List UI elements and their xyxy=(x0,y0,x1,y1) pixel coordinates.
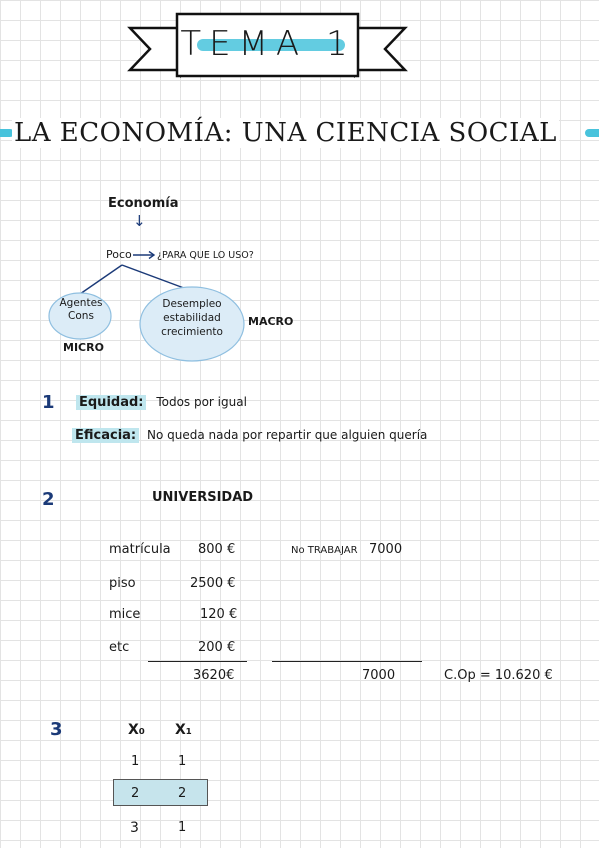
question-label: ¿PARA QUE LO USO? xyxy=(157,250,254,261)
macro-bubble-line: Desempleo xyxy=(162,298,222,310)
scarcity-label: Poco xyxy=(106,248,132,261)
sum-line-right xyxy=(272,661,422,662)
equidad-row xyxy=(76,395,247,410)
table-cell: 1 xyxy=(178,820,187,835)
table-cell: 2 xyxy=(178,786,187,801)
universidad-title: UNIVERSIDAD xyxy=(152,490,254,505)
macro-bubble-line: crecimiento xyxy=(161,326,223,338)
cost-value: 2500 € xyxy=(190,576,236,591)
banner-title: TEMA 1 xyxy=(180,24,356,64)
section-number-1: 1 xyxy=(42,392,55,413)
down-arrow-icon: ↓ xyxy=(133,212,146,230)
cost-value: 200 € xyxy=(198,640,236,655)
macro-bubble-line: estabilidad xyxy=(163,312,221,324)
highlighted-row xyxy=(113,779,208,806)
table-cell: 1 xyxy=(131,754,140,769)
eficacia-term: Eficacia: xyxy=(72,428,139,443)
page-heading: LA ECONOMÍA: UNA CIENCIA SOCIAL xyxy=(14,118,557,148)
total-value: 3620€ xyxy=(193,668,235,683)
eficacia-row xyxy=(72,428,427,443)
alt-label: No TRABAJAR xyxy=(291,545,358,556)
cost-label: mice xyxy=(109,607,141,622)
micro-label: MICRO xyxy=(63,341,104,354)
cost-label: piso xyxy=(109,576,136,591)
section-number-2: 2 xyxy=(42,489,55,510)
alt-total: 7000 xyxy=(362,668,396,683)
equidad-text: Todos por igual xyxy=(156,395,247,409)
economia-label: Economía xyxy=(108,196,179,211)
cost-label: etc xyxy=(109,640,130,655)
arrow-right-icon xyxy=(132,250,158,260)
cost-value: 120 € xyxy=(200,607,238,622)
micro-bubble-line: Agentes xyxy=(59,297,103,309)
table-cell: 3 xyxy=(130,820,139,836)
macro-label: MACRO xyxy=(248,315,294,328)
alt-value: 7000 xyxy=(369,542,403,557)
section-number-3: 3 xyxy=(50,719,63,740)
micro-bubble-text xyxy=(52,297,110,323)
table-header-x0: X₀ xyxy=(128,722,145,738)
eficacia-text: No queda nada por repartir que alguien quería xyxy=(146,428,428,442)
equidad-term: Equidad: xyxy=(76,395,146,410)
micro-bubble-line: Cons xyxy=(68,310,94,322)
table-cell: 1 xyxy=(178,754,187,769)
table-header-x1: X₁ xyxy=(175,722,192,738)
cost-value: 800 € xyxy=(198,542,236,557)
opportunity-cost: C.Op = 10.620 € xyxy=(444,668,553,683)
cost-label: matrícula xyxy=(109,542,171,557)
table-cell: 2 xyxy=(131,786,140,801)
sum-line-left xyxy=(148,661,247,662)
macro-bubble-text xyxy=(150,297,234,339)
